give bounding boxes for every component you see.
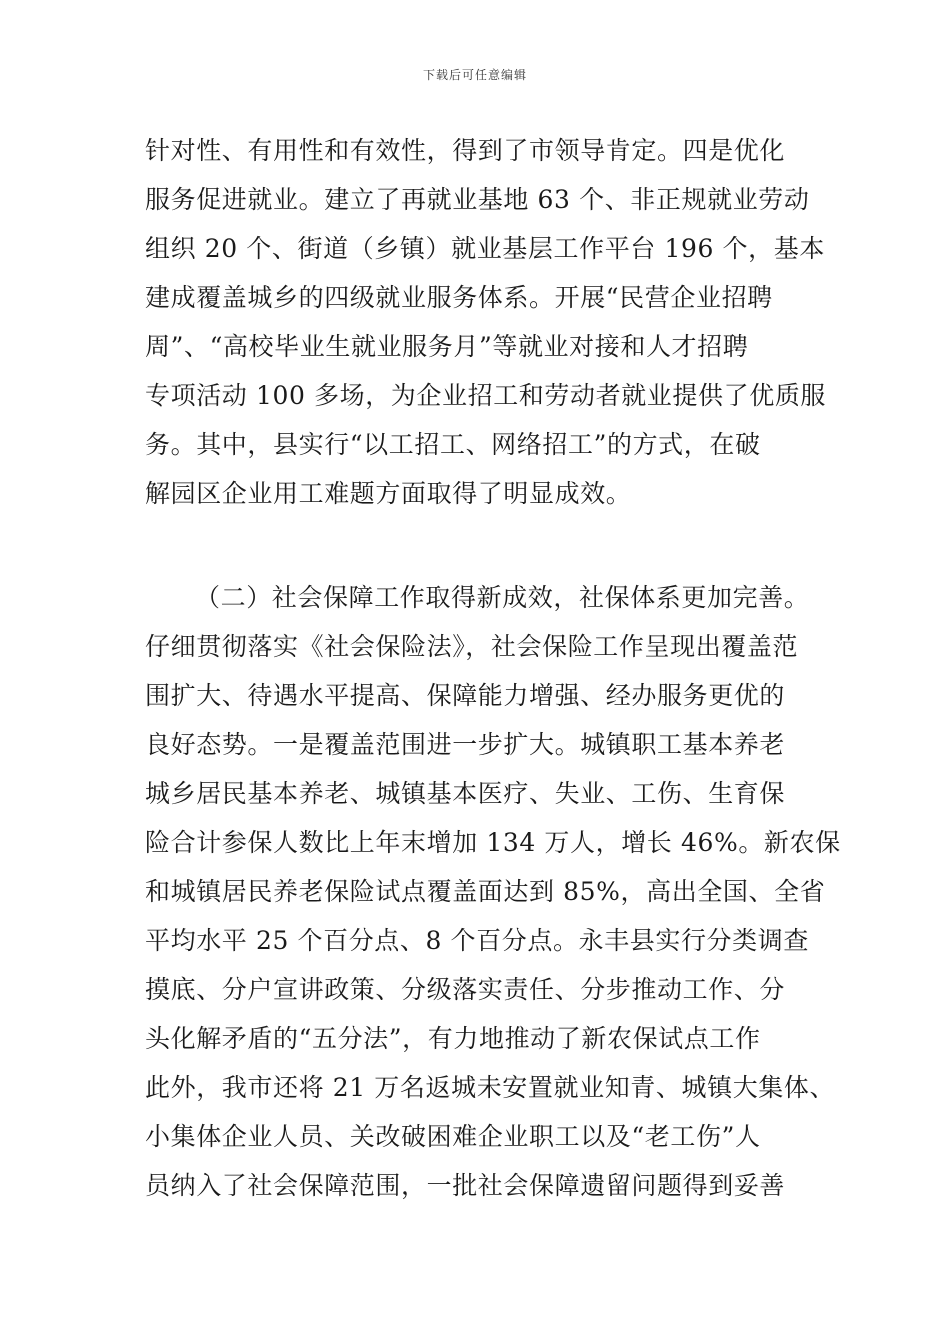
paragraph-social-security — [145, 573, 841, 1210]
paragraph-line: 组织 20 个、街道（乡镇）就业基层工作平台 196 个，基本 — [145, 234, 825, 263]
paragraph-line: 摸底、分户宣讲政策、分级落实责任、分步推动工作、分 — [145, 975, 786, 1004]
paragraph-employment-services — [145, 126, 827, 518]
paragraph-line: 务。其中，县实行“以工招工、网络招工”的方式，在破 — [145, 430, 761, 459]
paragraph-line: 头化解矛盾的“五分法”，有力地推动了新农保试点工作 — [145, 1024, 761, 1053]
paragraph-line: 服务促进就业。建立了再就业基地 63 个、非正规就业劳动 — [145, 185, 810, 214]
paragraph-line: 针对性、有用性和有效性，得到了市领导肯定。四是优化 — [145, 136, 786, 165]
paragraph-line: 仔细贯彻落实《社会保险法》，社会保险工作呈现出覆盖范 — [145, 632, 799, 661]
paragraph-line: 周”、“高校毕业生就业服务月”等就业对接和人才招聘 — [145, 332, 749, 361]
section-heading-line: （二）社会保障工作取得新成效，社保体系更加完善。 — [195, 583, 810, 612]
paragraph-line: 专项活动 100 多场，为企业招工和劳动者就业提供了优质服 — [145, 381, 827, 410]
paragraph-line: 围扩大、待遇水平提高、保障能力增强、经办服务更优的 — [145, 681, 786, 710]
page-header: 下载后可任意编辑 — [422, 68, 527, 82]
paragraph-line: 解园区企业用工难题方面取得了明显成效。 — [145, 479, 632, 508]
paragraph-line: 城乡居民基本养老、城镇基本医疗、失业、工伤、生育保 — [145, 779, 786, 808]
paragraph-line: 建成覆盖城乡的四级就业服务体系。开展“民营企业招聘 — [145, 283, 773, 312]
paragraph-line: 和城镇居民养老保险试点覆盖面达到 85%，高出全国、全省 — [145, 877, 826, 906]
paragraph-line: 良好态势。一是覆盖范围进一步扩大。城镇职工基本养老 — [145, 730, 786, 759]
paragraph-line: 险合计参保人数比上年末增加 134 万人，增长 46%。新农保 — [145, 828, 841, 857]
paragraph-line: 平均水平 25 个百分点、8 个百分点。永丰县实行分类调查 — [145, 926, 809, 955]
paragraph-line: 此外，我市还将 21 万名返城未安置就业知青、城镇大集体、 — [145, 1073, 836, 1102]
paragraph-line: 小集体企业人员、关改破困难企业职工以及“老工伤”人 — [145, 1122, 761, 1151]
paragraph-line: 员纳入了社会保障范围，一批社会保障遗留问题得到妥善 — [145, 1171, 786, 1200]
